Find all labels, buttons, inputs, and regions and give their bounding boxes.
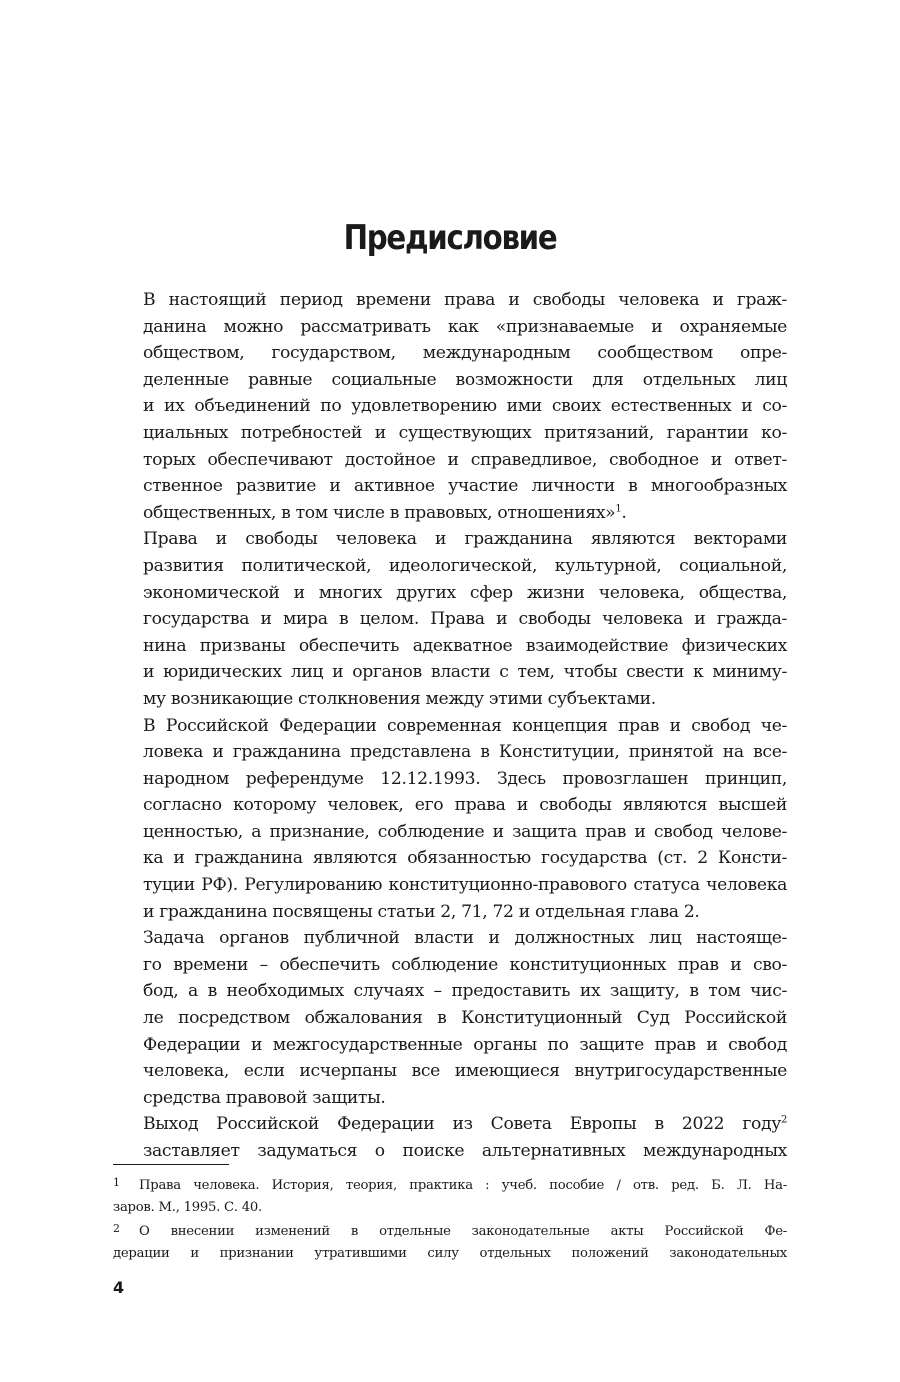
text-line-end: .: [621, 502, 627, 523]
footnote-mark: 2: [113, 1222, 120, 1235]
text-line: му возникающие столкновения между этими субъектами.: [143, 688, 656, 709]
paragraph: [113, 713, 787, 926]
text-line-content: Выход Российской Федерации из Совета Европы в 2022 году: [143, 1114, 781, 1135]
footnote-line: заров. М., 1995. С. 40.: [113, 1199, 262, 1215]
text-line: человека, если исчерпаны все имеющиеся внутригосударственные: [143, 1061, 787, 1082]
text-line: туции РФ). Регулированию конституционно-правового статуса человека: [143, 875, 787, 896]
body-text: [113, 287, 787, 1165]
footnotes: [113, 1172, 787, 1264]
text-line: циальных потребностей и существующих притязаний, гарантии ко-: [143, 422, 787, 443]
paragraph: [113, 1111, 787, 1164]
paragraph: [113, 925, 787, 1111]
footnote-line: [113, 1172, 787, 1197]
text-line: ственное развитие и активное участие личности в многообразных: [143, 476, 787, 497]
footnote-1: [113, 1172, 787, 1218]
footnote-divider: [113, 1164, 229, 1165]
footnote-mark: 1: [113, 1176, 120, 1189]
footnote-text: Права человека. История, теория, практика : учеб. пособие / отв. ред. Б. Л. На-: [139, 1178, 787, 1193]
text-line: и их объединений по удовлетворению ими своих естественных и со-: [143, 396, 787, 417]
text-line: го времени – обеспечить соблюдение конституционных прав и сво-: [143, 954, 787, 975]
footnote-ref-1[interactable]: 1: [615, 503, 622, 515]
text-line: нина призваны обеспечить адекватное взаимодействие физических: [143, 635, 787, 656]
text-line: развития политической, идеологической, культурной, социальной,: [143, 555, 787, 576]
text-line: согласно которому человек, его права и свободы являются высшей: [143, 795, 787, 816]
text-line: Права и свободы человека и гражданина являются векторами: [143, 529, 787, 550]
footnote-line: дерации и признании утратившими силу отдельных положений законодательных: [113, 1245, 787, 1261]
text-line: экономической и многих других сфер жизни человека, общества,: [143, 582, 787, 603]
text-line: и гражданина посвящены статьи 2, 71, 72 и отдельная глава 2.: [143, 901, 700, 922]
text-line: [113, 500, 787, 527]
footnote-ref-2[interactable]: 2: [780, 1114, 787, 1126]
text-line: [113, 1111, 787, 1138]
text-line: и юридических лиц и органов власти с тем, чтобы свести к миниму-: [143, 662, 787, 683]
text-line: Задача органов публичной власти и должностных лиц настояще-: [143, 928, 787, 949]
text-line: данина можно рассматривать как «признаваемые и охраняемые: [143, 316, 787, 337]
text-line: бод, а в необходимых случаях – предоставить их защиту, в том чис-: [143, 981, 787, 1002]
footnote-text: О внесении изменений в отдельные законодательные акты Российской Фе-: [139, 1224, 787, 1239]
paragraph: [113, 287, 787, 526]
text-line: ценностью, а признание, соблюдение и защита прав и свобод челове-: [143, 821, 787, 842]
text-line: государства и мира в целом. Права и свободы человека и гражда-: [143, 609, 787, 630]
text-line: ле посредством обжалования в Конституционный Суд Российской: [143, 1008, 787, 1029]
text-line: заставляет задуматься о поиске альтернативных международных: [143, 1141, 787, 1161]
footnote-2: [113, 1218, 787, 1264]
text-line: ловека и гражданина представлена в Конституции, принятой на все-: [143, 742, 787, 763]
footnote-line: [113, 1218, 787, 1243]
text-line: обществом, государством, международным сообществом опре-: [143, 343, 787, 364]
text-line: деленные равные социальные возможности для отдельных лиц: [143, 369, 787, 390]
text-line: В настоящий период времени права и свободы человека и граж-: [143, 290, 787, 310]
page-title: Предисловие: [343, 218, 557, 258]
text-line: Федерации и межгосударственные органы по защите прав и свобод: [143, 1034, 787, 1055]
text-line: средства правовой защиты.: [143, 1087, 386, 1108]
page-number: 4: [113, 1278, 125, 1297]
text-line: торых обеспечивают достойное и справедливое, свободное и ответ-: [143, 449, 787, 470]
text-line: ка и гражданина являются обязанностью государства (ст. 2 Консти-: [143, 848, 787, 869]
text-line: народном референдуме 12.12.1993. Здесь провозглашен принцип,: [143, 768, 787, 789]
text-line-content: общественных, в том числе в правовых, отношениях»: [143, 502, 616, 523]
paragraph: [113, 526, 787, 712]
text-line: В Российской Федерации современная концепция прав и свобод че-: [143, 715, 787, 736]
